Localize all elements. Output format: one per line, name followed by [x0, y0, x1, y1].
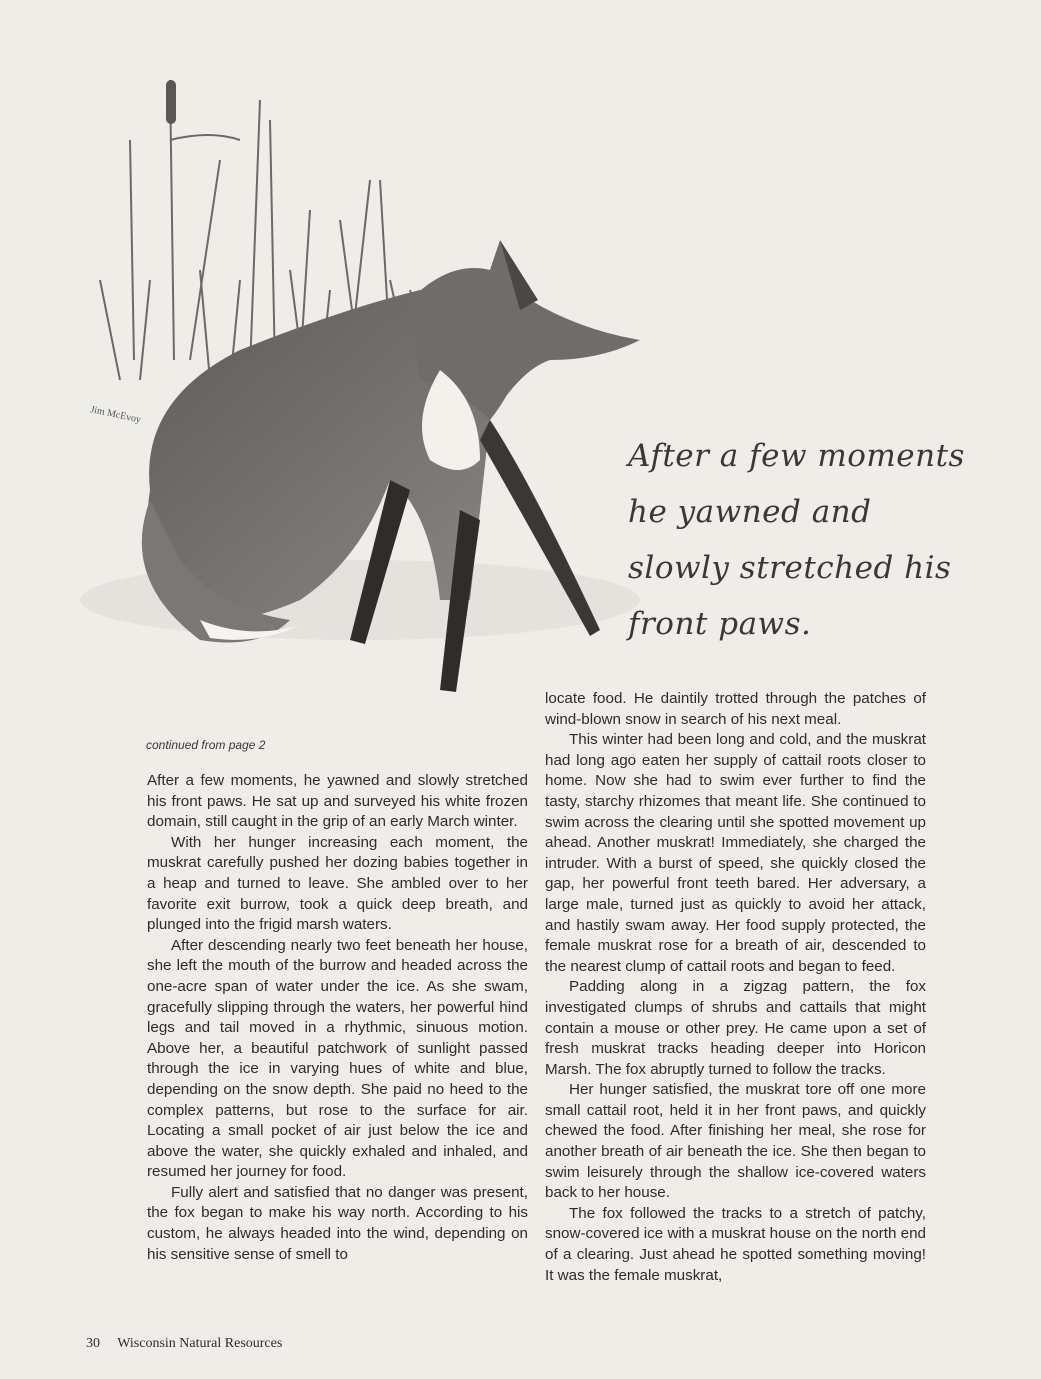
paragraph: Her hunger satisfied, the muskrat tore off one more small cattail root, held it in her front paws, and quickly chewed the food. After finishing her meal, she rose for another breath of air beneath the ice. She then began to swim leisurely through the shallow ice-covered waters back to her house. [545, 1081, 926, 1202]
article-column-left [147, 771, 528, 1265]
paragraph: Fully alert and satisfied that no danger was present, the fox began to make his way north. According to his custom, he always headed into the wind, depending on his sensitive sense of smell to [147, 1183, 528, 1263]
paragraph: The fox followed the tracks to a stretch of patchy, snow-covered ice with a muskrat house on the north end of a clearing. Just ahead he spotted something moving! It was the female muskrat, [545, 1204, 926, 1284]
pull-quote-line: After a few moments [628, 438, 965, 474]
pull-quote-line: slowly stretched his [628, 550, 952, 586]
paragraph: This winter had been long and cold, and the muskrat had long ago eaten her supply of cattail roots closer to home. Now she had to swim ever further to find the tasty, starchy rhizomes that meant life. She continued to swim across the clearing until she spotted movement up ahead. Another muskrat! Immediately, she charged the intruder. With a burst of speed, she quickly closed the gap, her powerful front teeth bared. Her adversary, a large male, turned just as quickly to avoid her attack, and hastily swam away. Her food supply protected, the female muskrat rose for a breath of air, descended to the nearest clump of cattail roots and began to feed. [545, 731, 926, 975]
pull-quote-line: he yawned and [628, 494, 872, 530]
pull-quote-line: front paws. [628, 606, 812, 642]
paragraph: After a few moments, he yawned and slowly stretched his front paws. He sat up and surveyed his white frozen domain, still caught in the grip of an early March winter. [147, 772, 528, 831]
pull-quote [628, 428, 1008, 652]
continued-note: continued from page 2 [146, 738, 266, 752]
artist-signature: Jim McEvoy [89, 404, 142, 426]
paragraph: locate food. He daintily trotted through the patches of wind-blown snow in search of his next meal. [545, 690, 926, 728]
paragraph: With her hunger increasing each moment, the muskrat carefully pushed her dozing babies together in a heap and turned to leave. She ambled over to her favorite exit burrow, took a quick deep breath, and plunged into the frigid marsh waters. [147, 833, 528, 934]
paragraph: Padding along in a zigzag pattern, the fox investigated clumps of shrubs and cattails that might contain a mouse or other prey. He came upon a set of fresh muskrat tracks heading deeper into Horicon Marsh. The fox abruptly turned to follow the tracks. [545, 978, 926, 1078]
fox-illustration [60, 40, 660, 730]
page-footer [86, 1336, 282, 1352]
article-column-right [545, 689, 926, 1286]
publication-name: Wisconsin Natural Resources [117, 1336, 283, 1351]
cattail-head [166, 80, 176, 124]
page-number: 30 [86, 1336, 100, 1351]
paragraph: After descending nearly two feet beneath her house, she left the mouth of the burrow and headed across the one-acre span of water under the ice. As she swam, gracefully slipping through the waters, her powerful hind legs and tail moved in a rhythmic, sinuous motion. Above her, a beautiful patchwork of sunlight passed through the ice in varying hues of white and blue, depending on the snow depth. She paid no heed to the complex patterns, but rose to the surface for air. Locating a small pocket of air just below the ice and above the water, she quickly exhaled and inhaled, and resumed her journey for food. [147, 936, 528, 1181]
